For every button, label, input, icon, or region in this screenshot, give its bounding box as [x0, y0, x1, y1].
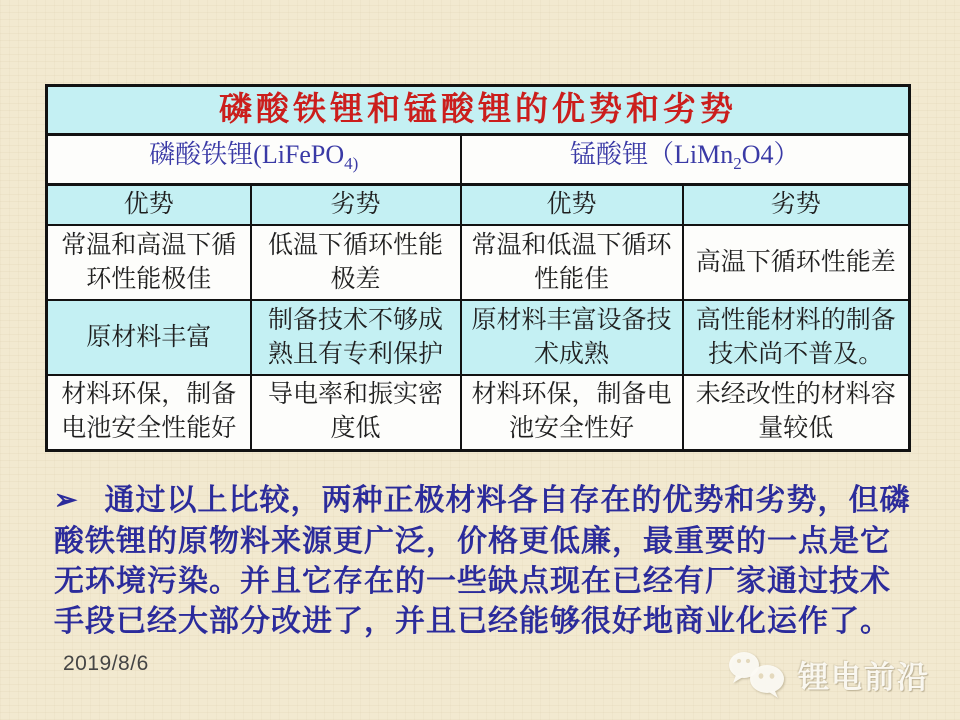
table-cell: 常温和高温下循环性能极佳	[47, 225, 251, 300]
group-header-lfp: 磷酸铁锂(LiFePO$_{4)}$	[47, 135, 461, 185]
table-cell: 材料环保，制备电池安全性能好	[47, 375, 251, 450]
table-cell: 高温下循环性能差	[683, 225, 910, 300]
table-cell: 材料环保，制备电池安全性好	[461, 375, 683, 450]
wechat-icon	[726, 648, 790, 700]
table-row	[47, 225, 910, 300]
table-cell: 制备技术不够成熟且有专利保护	[251, 300, 461, 375]
wechat-watermark	[726, 648, 930, 700]
group-header-lmo: 锰酸锂（LiMn$_2$O4）	[461, 135, 910, 185]
table-cell: 导电率和振实密度低	[251, 375, 461, 450]
table-title: 磷酸铁锂和锰酸锂的优势和劣势	[47, 86, 910, 135]
table-cell: 原材料丰富	[47, 300, 251, 375]
sub-header-lmo-pros: 优势	[461, 185, 683, 226]
summary-line: 无环境污染。并且它存在的一些缺点现在已经有厂家通过技术	[54, 565, 891, 598]
sub-header-lfp-pros: 优势	[47, 185, 251, 226]
summary-line: 手段已经大部分改进了，并且已经能够很好地商业化运作了。	[54, 605, 891, 638]
comparison-table	[45, 84, 911, 452]
bullet-arrow-icon: ➢	[54, 485, 79, 516]
table-cell: 常温和低温下循环性能佳	[461, 225, 683, 300]
table-cell: 未经改性的材料容量较低	[683, 375, 910, 450]
table-cell: 高性能材料的制备技术尚不普及。	[683, 300, 910, 375]
table-row	[47, 375, 910, 450]
summary-line: 酸铁锂的原物料来源更广泛，价格更低廉，最重要的一点是它	[54, 525, 891, 558]
table-cell: 原材料丰富设备技术成熟	[461, 300, 683, 375]
table-cell: 低温下循环性能极差	[251, 225, 461, 300]
summary-line: ➢ 通过以上比较，两种正极材料各自存在的优势和劣势，但磷	[54, 481, 910, 522]
summary-paragraph	[54, 481, 910, 642]
footer-date: 2019/8/6	[63, 652, 149, 675]
table-row	[47, 300, 910, 375]
logo-text: 锂电前沿	[798, 659, 930, 696]
sub-header-lmo-cons: 劣势	[683, 185, 910, 226]
sub-header-lfp-cons: 劣势	[251, 185, 461, 226]
